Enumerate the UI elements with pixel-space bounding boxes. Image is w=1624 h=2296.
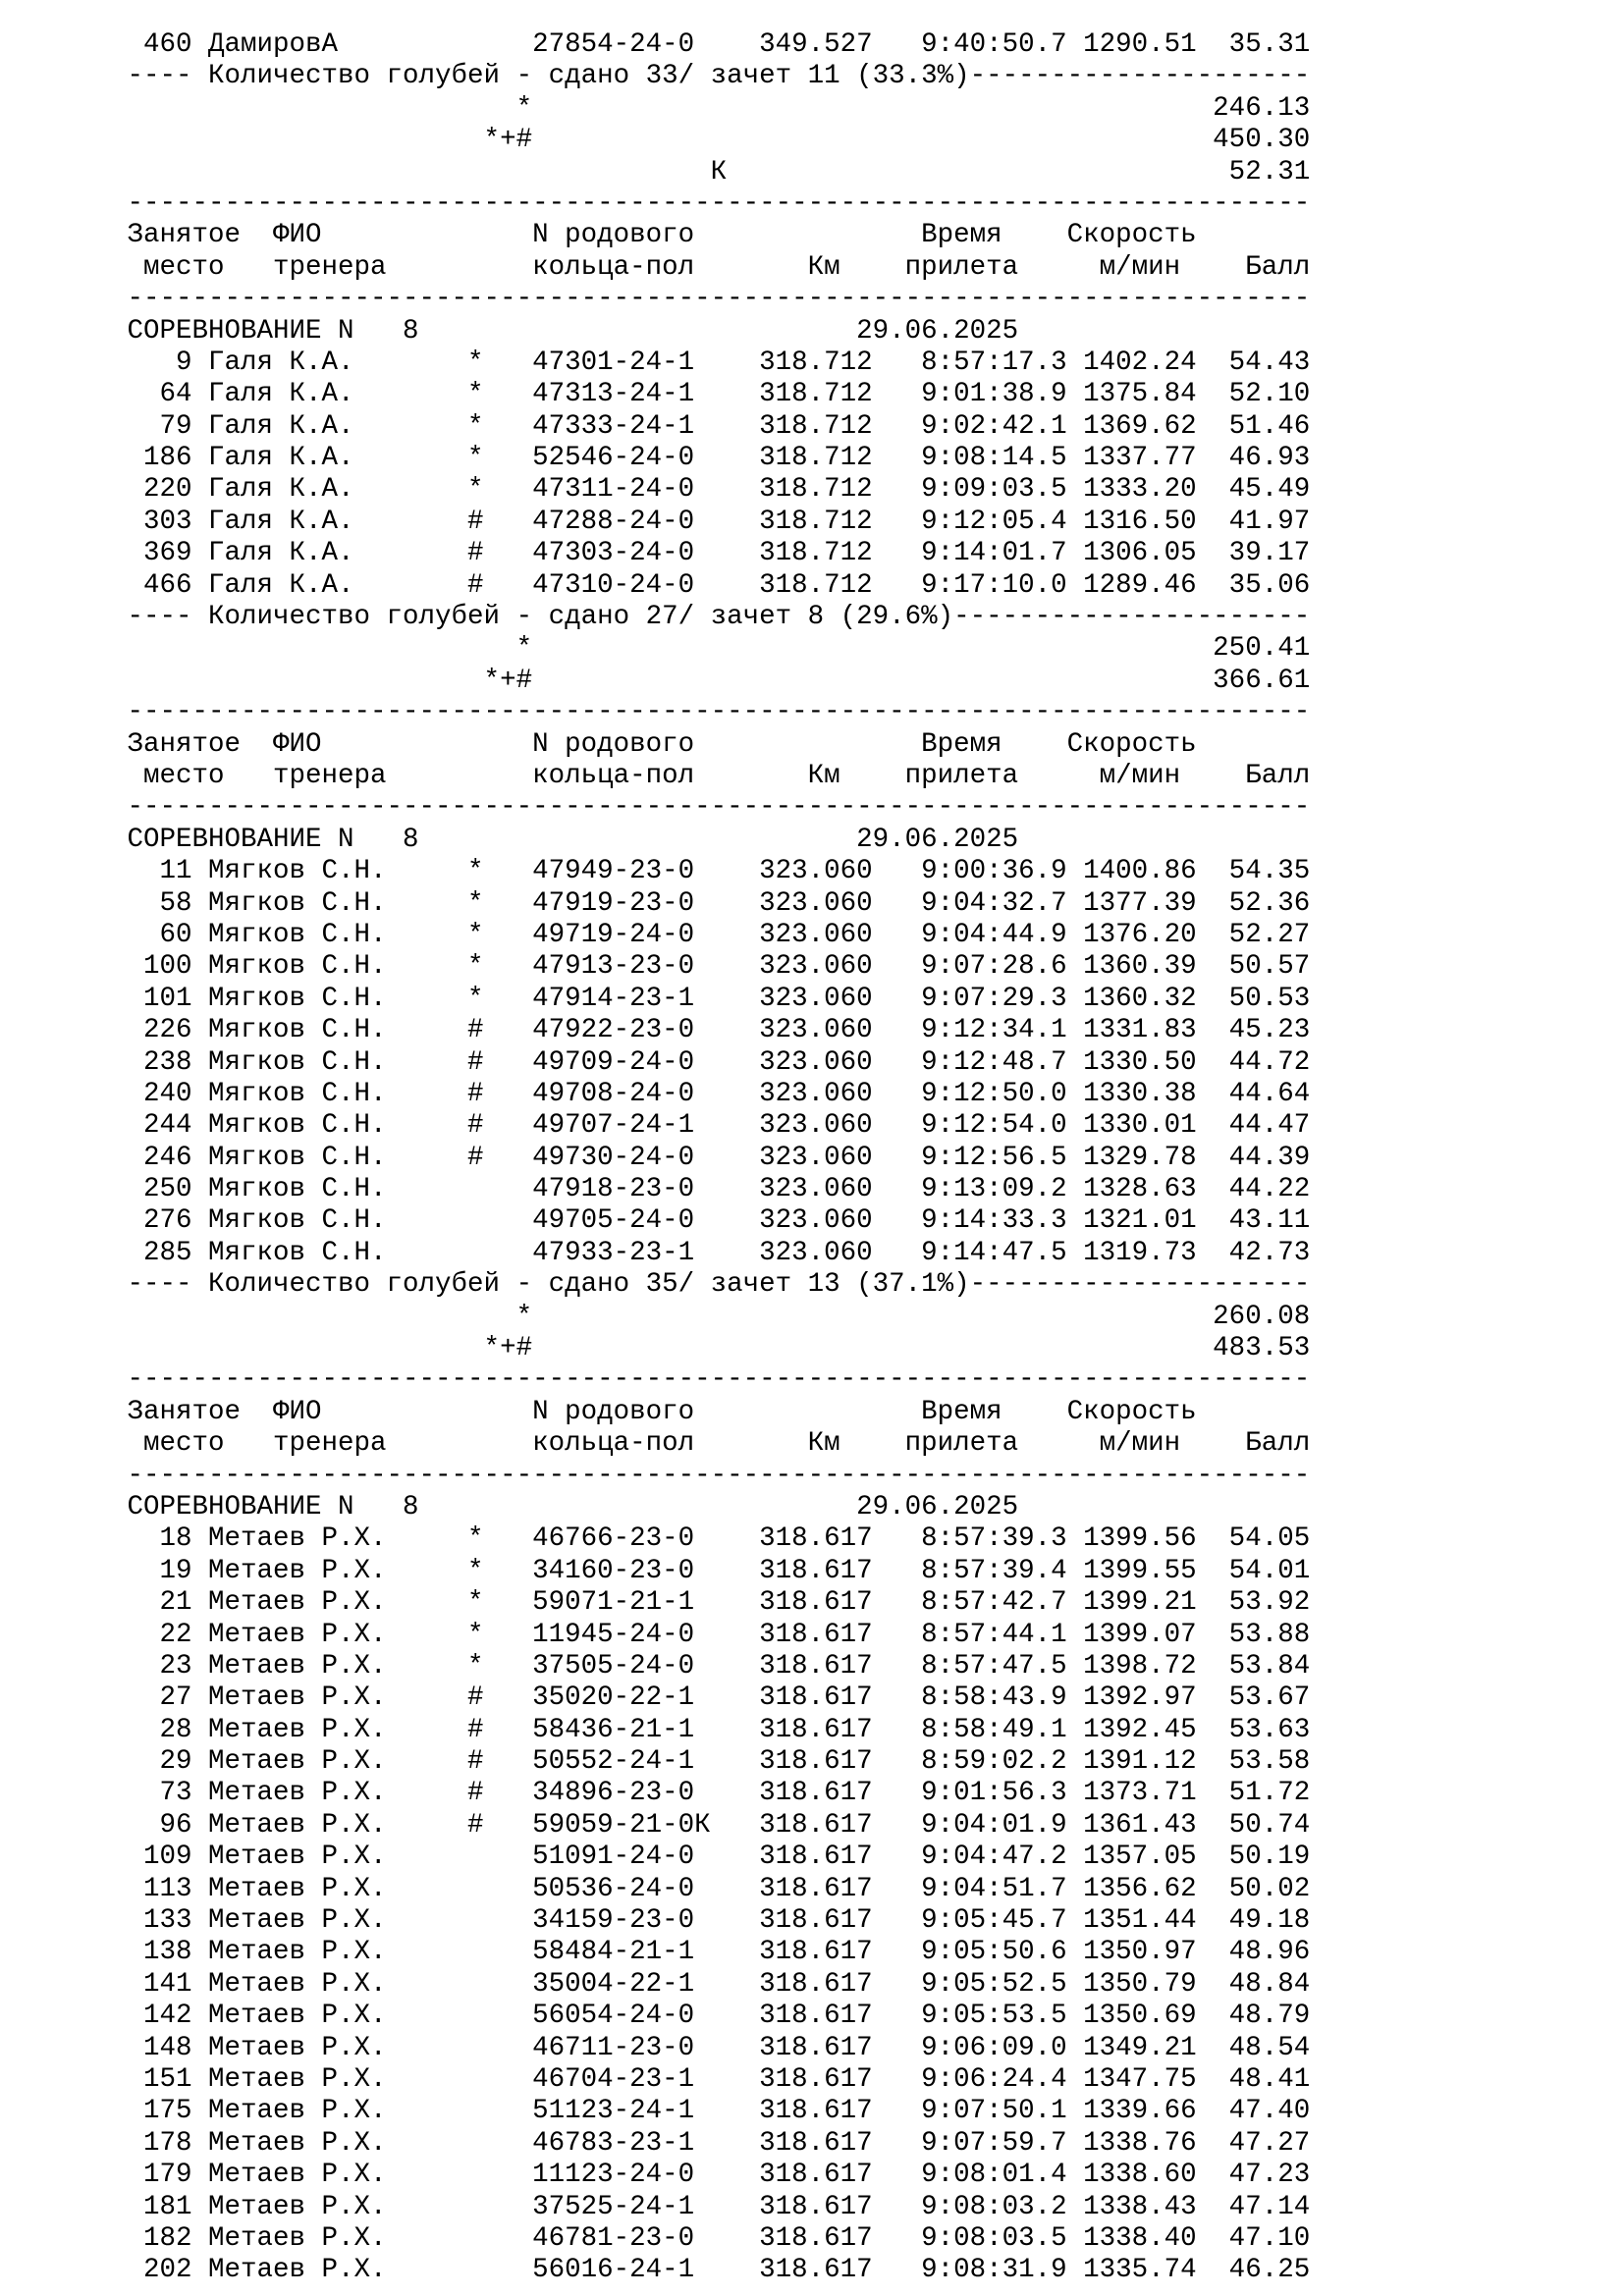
star-total-line: * 246.13: [111, 92, 1311, 124]
result-row: 19 Метаев Р.Х. * 34160-23-0 318.617 8:57:39.4 1399.55 54.01: [111, 1555, 1311, 1586]
result-row: 148 Метаев Р.Х. 46711-23-0 318.617 9:06:09.0 1349.21 48.54: [111, 2032, 1311, 2063]
result-row: 151 Метаев Р.Х. 46704-23-1 318.617 9:06:24.4 1347.75 48.41: [111, 2064, 1311, 2095]
result-row: 202 Метаев Р.Х. 56016-24-1 318.617 9:08:31.9 1335.74 46.25: [111, 2255, 1311, 2286]
separator-line: -------------------------------------------------------------------------: [111, 697, 1311, 728]
result-row: 466 Галя К.А. # 47310-24-0 318.712 9:17:10.0 1289.46 35.06: [111, 569, 1311, 601]
result-row: 138 Метаев Р.Х. 58484-21-1 318.617 9:05:50.6 1350.97 48.96: [111, 1937, 1311, 1968]
result-row: 109 Метаев Р.Х. 51091-24-0 318.617 9:04:47.2 1357.05 50.19: [111, 1842, 1311, 1873]
separator-line: -------------------------------------------------------------------------: [111, 1460, 1311, 1491]
separator-line: -------------------------------------------------------------------------: [111, 284, 1311, 315]
star-hash-total-line: *+# 366.61: [111, 665, 1311, 696]
result-row: 64 Галя К.А. * 47313-24-1 318.712 9:01:38.9 1375.84 52.10: [111, 379, 1311, 410]
result-row: 250 Мягков С.Н. 47918-23-0 323.060 9:13:09.2 1328.63 44.22: [111, 1174, 1311, 1205]
separator-line: -------------------------------------------------------------------------: [111, 187, 1311, 219]
result-row: 60 Мягков С.Н. * 49719-24-0 323.060 9:04:44.9 1376.20 52.27: [111, 919, 1311, 950]
result-row: 18 Метаев Р.Х. * 46766-23-0 318.617 8:57:39.3 1399.56 54.05: [111, 1523, 1311, 1555]
table-header-line-2: место тренера кольца-пол Км прилета м/мин Балл: [111, 251, 1311, 283]
result-row: 29 Метаев Р.Х. # 50552-24-1 318.617 8:59:02.2 1391.12 53.58: [111, 1746, 1311, 1778]
star-hash-total-line: *+# 450.30: [111, 125, 1311, 156]
result-row: 220 Галя К.А. * 47311-24-0 318.712 9:09:03.5 1333.20 45.49: [111, 474, 1311, 506]
result-row: 28 Метаев Р.Х. # 58436-21-1 318.617 8:58:49.1 1392.45 53.63: [111, 1714, 1311, 1745]
result-row: 179 Метаев Р.Х. 11123-24-0 318.617 9:08:01.4 1338.60 47.23: [111, 2160, 1311, 2191]
table-header-line-1: Занятое ФИО N родового Время Скорость: [111, 1396, 1197, 1427]
result-row: 11 Мягков С.Н. * 47949-23-0 323.060 9:00:36.9 1400.86 54.35: [111, 856, 1311, 887]
result-row: 285 Мягков С.Н. 47933-23-1 323.060 9:14:47.5 1319.73 42.73: [111, 1237, 1311, 1268]
result-row: 142 Метаев Р.Х. 56054-24-0 318.617 9:05:53.5 1350.69 48.79: [111, 2001, 1311, 2032]
k-total-line: К 52.31: [111, 156, 1311, 187]
pigeon-count-summary-line: ---- Количество голубей - сдано 27/ зачет 8 (29.6%)----------------------: [111, 602, 1311, 633]
result-row: 276 Мягков С.Н. 49705-24-0 323.060 9:14:33.3 1321.01 43.11: [111, 1205, 1311, 1237]
star-total-line: * 250.41: [111, 633, 1311, 665]
result-row: 73 Метаев Р.Х. # 34896-23-0 318.617 9:01:56.3 1373.71 51.72: [111, 1778, 1311, 1809]
result-row: 21 Метаев Р.Х. * 59071-21-1 318.617 8:57:42.7 1399.21 53.92: [111, 1587, 1311, 1619]
result-row: 113 Метаев Р.Х. 50536-24-0 318.617 9:04:51.7 1356.62 50.02: [111, 1873, 1311, 1904]
result-row: 226 Мягков С.Н. # 47922-23-0 323.060 9:12:34.1 1331.83 45.23: [111, 1015, 1311, 1046]
result-row: 133 Метаев Р.Х. 34159-23-0 318.617 9:05:45.7 1351.44 49.18: [111, 1905, 1311, 1937]
result-row: 22 Метаев Р.Х. * 11945-24-0 318.617 8:57:44.1 1399.07 53.88: [111, 1619, 1311, 1650]
table-header-line-1: Занятое ФИО N родового Время Скорость: [111, 728, 1197, 760]
result-row: 58 Мягков С.Н. * 47919-23-0 323.060 9:04:32.7 1377.39 52.36: [111, 887, 1311, 919]
result-row: 181 Метаев Р.Х. 37525-24-1 318.617 9:08:03.2 1338.43 47.14: [111, 2191, 1311, 2222]
star-hash-total-line: *+# 483.53: [111, 1333, 1311, 1364]
result-row: 303 Галя К.А. # 47288-24-0 318.712 9:12:05.4 1316.50 41.97: [111, 506, 1311, 537]
result-row: 79 Галя К.А. * 47333-24-1 318.712 9:02:42.1 1369.62 51.46: [111, 410, 1311, 442]
result-row: 244 Мягков С.Н. # 49707-24-1 323.060 9:12:54.0 1330.01 44.47: [111, 1110, 1311, 1142]
result-row: 100 Мягков С.Н. * 47913-23-0 323.060 9:07:28.6 1360.39 50.57: [111, 951, 1311, 983]
pigeon-count-summary-line: ---- Количество голубей - сдано 33/ зачет 11 (33.3%)---------------------: [111, 61, 1311, 92]
result-row: 182 Метаев Р.Х. 46781-23-0 318.617 9:08:03.5 1338.40 47.10: [111, 2222, 1311, 2254]
race-results-report: [111, 29, 1310, 2287]
result-row: 178 Метаев Р.Х. 46783-23-1 318.617 9:07:59.7 1338.76 47.27: [111, 2127, 1311, 2159]
pigeon-count-summary-line: ---- Количество голубей - сдано 35/ зачет 13 (37.1%)---------------------: [111, 1269, 1311, 1301]
competition-title-line: СОРЕВНОВАНИЕ N 8 29.06.2025: [111, 824, 1019, 855]
competition-title-line: СОРЕВНОВАНИЕ N 8 29.06.2025: [111, 1491, 1019, 1522]
result-row: 9 Галя К.А. * 47301-24-1 318.712 8:57:17.3 1402.24 54.43: [111, 347, 1311, 378]
result-row: 460 ДамировА 27854-24-0 349.527 9:40:50.7 1290.51 35.31: [111, 29, 1311, 60]
result-row: 246 Мягков С.Н. # 49730-24-0 323.060 9:12:56.5 1329.78 44.39: [111, 1142, 1311, 1173]
result-row: 175 Метаев Р.Х. 51123-24-1 318.617 9:07:50.1 1339.66 47.40: [111, 2096, 1311, 2127]
result-row: 96 Метаев Р.Х. # 59059-21-0К 318.617 9:04:01.9 1361.43 50.74: [111, 1809, 1311, 1841]
table-header-line-2: место тренера кольца-пол Км прилета м/мин Балл: [111, 760, 1311, 791]
result-row: 238 Мягков С.Н. # 49709-24-0 323.060 9:12:48.7 1330.50 44.72: [111, 1046, 1311, 1078]
table-header-line-1: Занятое ФИО N родового Время Скорость: [111, 220, 1197, 251]
result-row: 27 Метаев Р.Х. # 35020-22-1 318.617 8:58:43.9 1392.97 53.67: [111, 1682, 1311, 1714]
result-row: 240 Мягков С.Н. # 49708-24-0 323.060 9:12:50.0 1330.38 44.64: [111, 1078, 1311, 1109]
result-row: 369 Галя К.А. # 47303-24-0 318.712 9:14:01.7 1306.05 39.17: [111, 538, 1311, 569]
star-total-line: * 260.08: [111, 1301, 1311, 1332]
result-row: 186 Галя К.А. * 52546-24-0 318.712 9:08:14.5 1337.77 46.93: [111, 443, 1311, 474]
result-row: 101 Мягков С.Н. * 47914-23-1 323.060 9:07:29.3 1360.32 50.53: [111, 983, 1311, 1014]
result-row: 23 Метаев Р.Х. * 37505-24-0 318.617 8:57:47.5 1398.72 53.84: [111, 1650, 1311, 1682]
table-header-line-2: место тренера кольца-пол Км прилета м/мин Балл: [111, 1428, 1311, 1460]
competition-title-line: СОРЕВНОВАНИЕ N 8 29.06.2025: [111, 315, 1019, 347]
separator-line: -------------------------------------------------------------------------: [111, 792, 1311, 824]
result-row: 141 Метаев Р.Х. 35004-22-1 318.617 9:05:52.5 1350.79 48.84: [111, 1968, 1311, 2000]
separator-line: -------------------------------------------------------------------------: [111, 1364, 1311, 1396]
